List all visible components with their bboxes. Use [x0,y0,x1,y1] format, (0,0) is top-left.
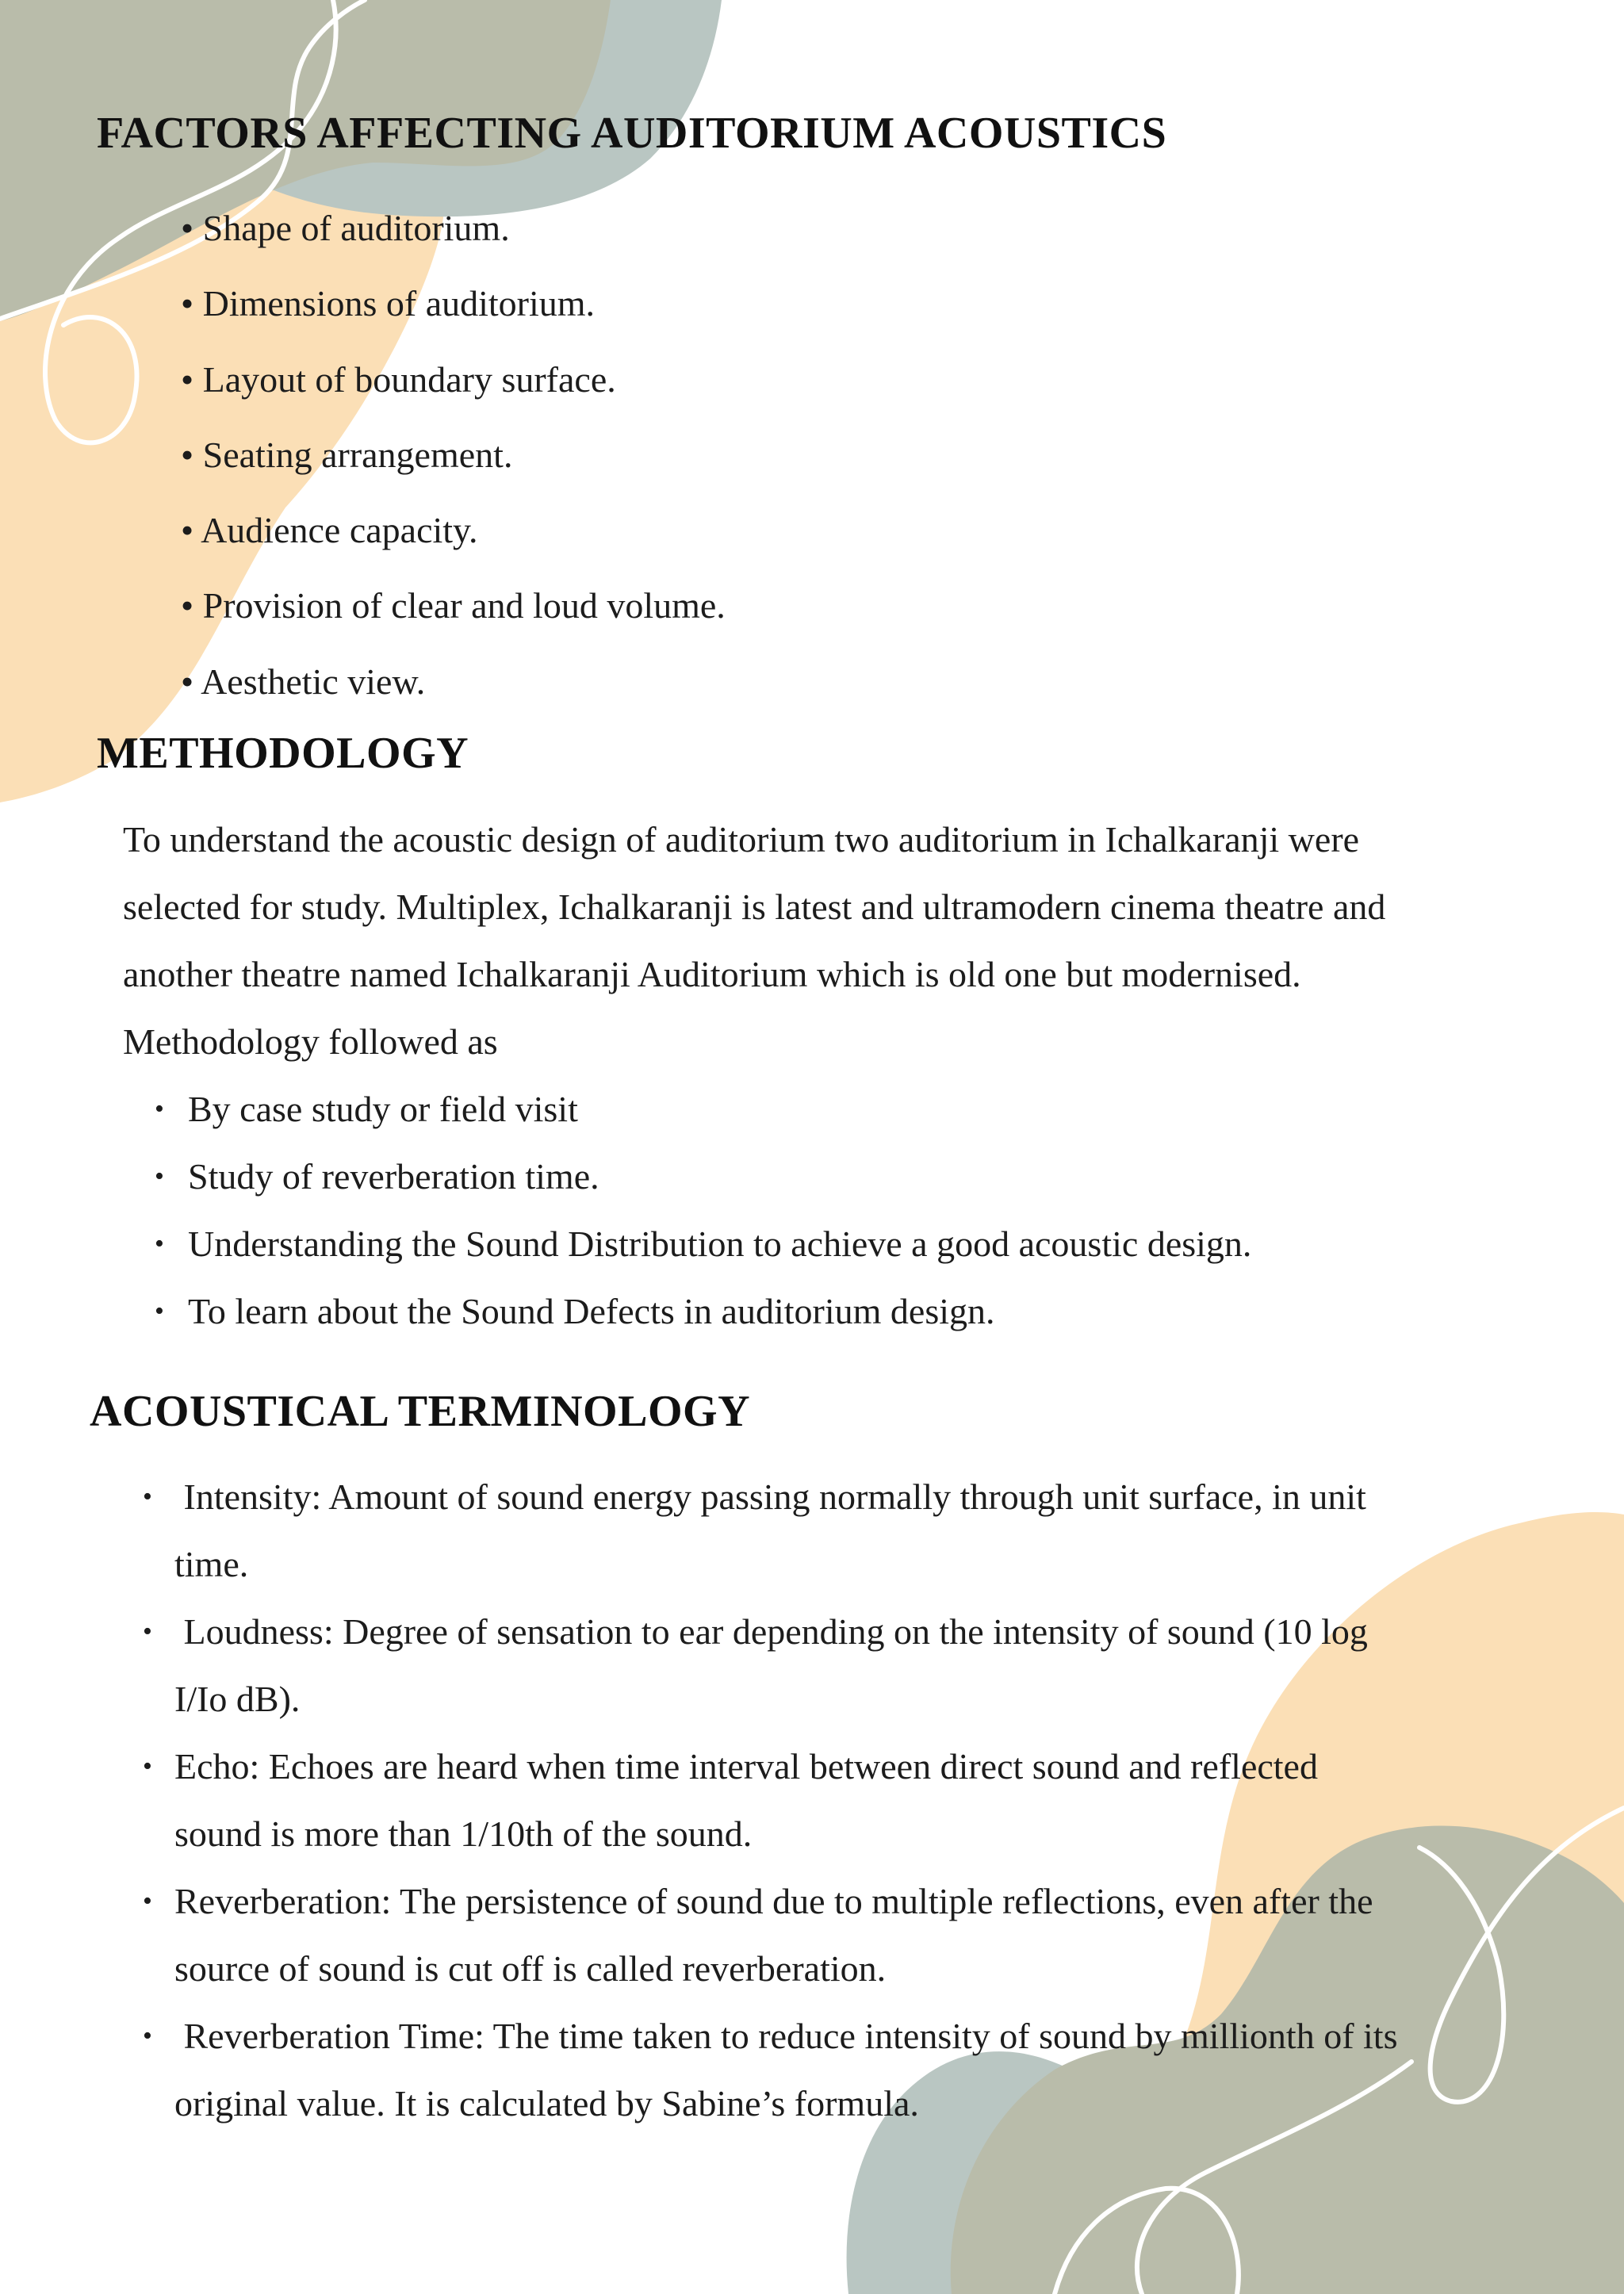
list-item [155,1210,1251,1277]
list-item-line: original value. It is calculated by Sabine’s formula. [174,2083,919,2124]
list-item [155,1143,1251,1210]
list-item-line: I/Io dB). [174,1679,301,1719]
list-item: • Layout of boundary surface. [181,358,616,400]
list-item [143,1733,1586,1867]
list-item-text: To learn about the Sound Defects in auditorium design. [188,1291,995,1331]
list-item-text: Understanding the Sound Distribution to achieve a good acoustic design. [188,1224,1252,1264]
list-item [155,1277,1251,1345]
list-item-text: By case study or field visit [188,1089,578,1129]
heading-factors: FACTORS AFFECTING AUDITORIUM ACOUSTICS [97,109,1167,158]
list-item-text: Study of reverberation time. [188,1156,599,1197]
paragraph-line: Methodology followed as [123,1021,498,1062]
paragraph-line: selected for study. Multiplex, Ichalkaranji is latest and ultramodern cinema theatre and [123,887,1386,927]
list-item-line: Reverberation Time: The time taken to reduce intensity of sound by millionth of its [174,2016,1398,2056]
list-item [155,1075,1251,1143]
list-item-line: Loudness: Degree of sensation to ear depending on the intensity of sound (10 log [174,1611,1368,1652]
list-item [143,1463,1586,1598]
bullet-icon: • [143,1482,152,1511]
bullet-icon: • [143,1752,152,1781]
terminology-list [143,1463,1586,2137]
list-item-line: source of sound is cut off is called reverberation. [174,1948,887,1989]
bullet-icon: • [155,1229,164,1258]
heading-methodology: METHODOLOGY [97,729,469,778]
list-item [143,1867,1586,2002]
list-item-line: Intensity: Amount of sound energy passing normally through unit surface, in unit [174,1476,1366,1517]
list-item: • Shape of auditorium. [181,208,510,248]
bullet-icon: • [155,1296,164,1326]
list-item-line: sound is more than 1/10th of the sound. [174,1813,753,1854]
bullet-icon: • [143,1617,152,1646]
bullet-icon: • [143,1886,152,1916]
list-item: • Dimensions of auditorium. [181,283,596,324]
list-item [143,1598,1586,1733]
methodology-paragraph [123,806,1550,1075]
heading-terminology: ACOUSTICAL TERMINOLOGY [90,1387,751,1436]
list-item: • Aesthetic view. [181,661,426,702]
factors-list [181,190,726,719]
bullet-icon: • [143,2021,152,2051]
list-item-line: Reverberation: The persistence of sound due to multiple reflections, even after the [174,1881,1373,1921]
list-item: • Seating arrangement. [181,434,513,475]
list-item-line: time. [174,1544,249,1584]
bullet-icon: • [155,1162,164,1191]
bullet-icon: • [155,1094,164,1124]
list-item [143,2002,1586,2137]
list-item-line: Echo: Echoes are heard when time interval between direct sound and reflected [174,1746,1318,1787]
paragraph-line: another theatre named Ichalkaranji Auditorium which is old one but modernised. [123,954,1301,994]
methodology-list [155,1075,1251,1345]
paragraph-line: To understand the acoustic design of auditorium two auditorium in Ichalkaranji were [123,819,1360,860]
list-item: • Audience capacity. [181,510,478,551]
list-item: • Provision of clear and loud volume. [181,585,726,626]
